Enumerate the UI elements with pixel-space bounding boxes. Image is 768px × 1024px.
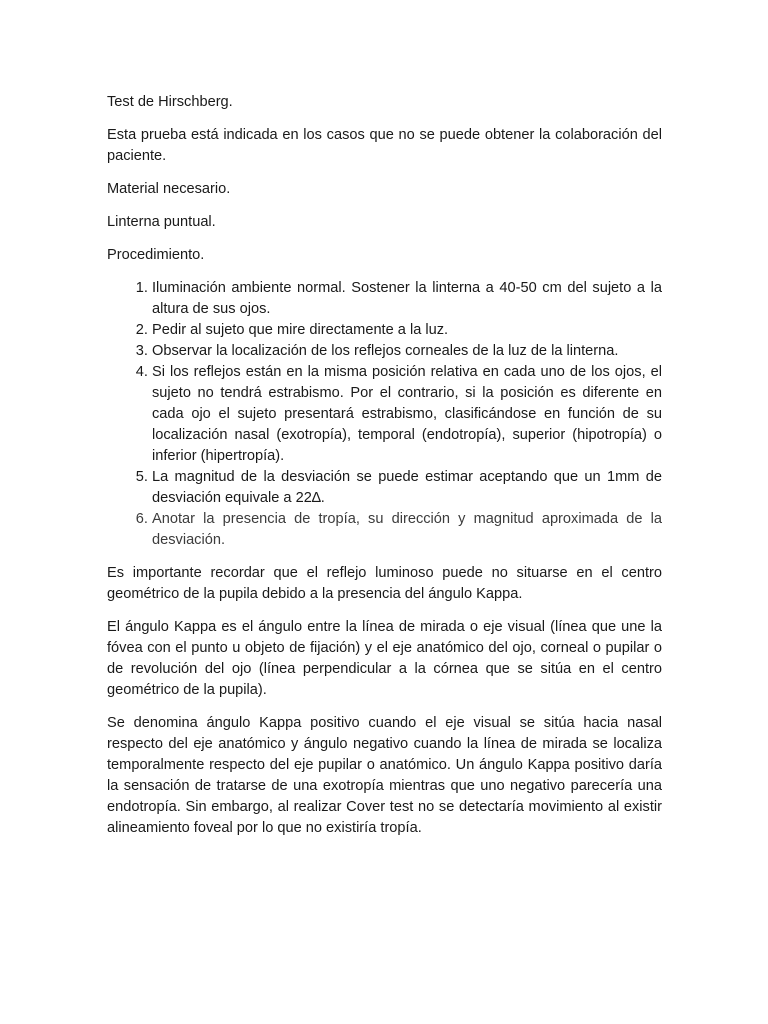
kappa-note-paragraph: Es importante recordar que el reflejo luminoso puede no situarse en el centro geométrico de la pupila debido a la presencia del ángulo Kappa. (107, 565, 662, 602)
procedure-heading: Procedimiento. (107, 247, 205, 263)
procedure-step: 1. Iluminación ambiente normal. Sostener la linterna a 40-50 cm del sujeto a la altura de sus ojos. (152, 278, 662, 320)
material-heading: Material necesario. (107, 181, 231, 197)
intro-paragraph: Esta prueba está indicada en los casos que no se puede obtener la colaboración del paciente. (107, 127, 662, 164)
procedure-step: 2. Pedir al sujeto que mire directamente a la luz. (152, 320, 662, 341)
procedure-step: 3. Observar la localización de los reflejos corneales de la luz de la linterna. (152, 341, 662, 362)
document-title: Test de Hirschberg. (107, 94, 233, 110)
procedure-step: 6. Anotar la presencia de tropía, su dirección y magnitud aproximada de la desviación. (152, 509, 662, 551)
procedure-step: 5. La magnitud de la desviación se puede estimar aceptando que un 1mm de desviación equivale a 22∆. (152, 467, 662, 509)
kappa-definition-paragraph: El ángulo Kappa es el ángulo entre la línea de mirada o eje visual (línea que une la fóvea con el punto u objeto de fijación) y el eje anatómico del ojo, corneal o pupilar o de revolución del ojo (línea perpendicular a la córnea que se sitúa en el centro geométrico de la pupila). (107, 619, 662, 698)
material-item: Linterna puntual. (107, 214, 216, 230)
procedure-step: 4. Si los reflejos están en la misma posición relativa en cada uno de los ojos, el sujeto no tendrá estrabismo. Por el contrario, si la posición es diferente en cada ojo el sujeto presentará estrabismo, clasificándose en función de su localización nasal (exotropía), temporal (endotropía), superior (hipotropía) o inferior (hipertropía). (152, 362, 662, 467)
procedure-steps-list (107, 278, 662, 551)
document-page (107, 92, 662, 851)
kappa-sign-paragraph: Se denomina ángulo Kappa positivo cuando el eje visual se sitúa hacia nasal respecto del eje anatómico y ángulo negativo cuando la línea de mirada se localiza temporalmente respecto del eje pupilar o anatómico. Un ángulo Kappa positivo daría la sensación de tratarse de una exotropía mientras que uno negativo parecería una endotropía. Sin embargo, al realizar Cover test no se detectaría movimiento al existir alineamiento foveal por lo que no existiría tropía. (107, 715, 662, 836)
